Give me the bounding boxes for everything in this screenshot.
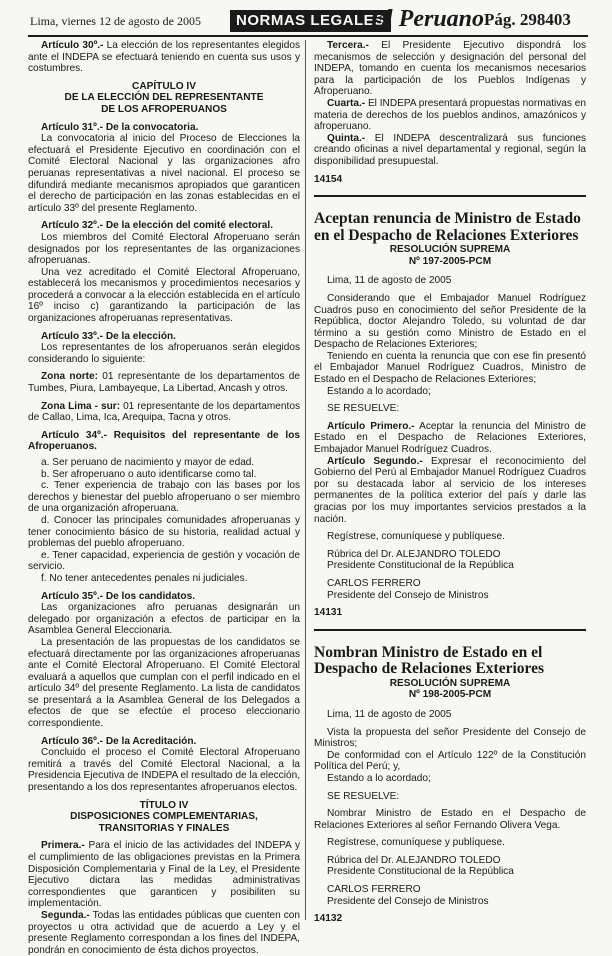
tercera-text: El Presidente Ejecutivo dispondrá los mecanismos de selección y designación del personal del INDEPA, tomando en cuenta los mecanismos necesarios para la participación de los Pueblos Indígenas y Afroperuano. <box>314 40 586 98</box>
titulo-line-2: TRANSITORIAS Y FINALES <box>98 822 230 834</box>
zona-lima-label: Zona Lima - sur: <box>41 400 121 412</box>
article-primero-text: Aceptar la renuncia del Ministro de Estado en el Despacho de Relaciones Exteriores, Embajador Manuel Rodríguez Cuadros. <box>314 420 586 456</box>
disposicion-primera <box>28 840 300 910</box>
section-separator-2 <box>314 629 586 631</box>
article-30-text: La elección de los representantes elegidos ante el INDEPA se efectuará teniendo en cuenta sus usos y costumbres. <box>28 40 300 75</box>
segunda-label: Segunda.- <box>41 909 90 921</box>
resolution-197-considerando: Considerando que el Embajador Manuel Rodríguez Cuadros puso en conocimiento del señor Presidente de la República, doctor Alejandro Toledo, su voluntad de dar término a su gestión como Ministro de Estado en el Despacho de Relaciones Exteriores; <box>314 292 586 351</box>
resolution-title-198: RESOLUCIÓN SUPREMA <box>389 677 511 689</box>
requirement-a: a. Ser peruano de nacimiento y mayor de edad. <box>41 457 255 468</box>
document-code-2: 14131 <box>314 607 343 619</box>
cuarta-text: El INDEPA presentará propuestas normativas en materia de derechos de los pueblos andinos, amazónicos y afroperuano. <box>314 97 587 133</box>
article-33-text: Los representantes de los afroperuanos serán elegidos considerando lo siguiente: <box>28 342 300 365</box>
article-35-text-2: La presentación de las propuestas de los candidatos se efectuará directamente por las organizaciones afroperuanas ante el Comité Electoral Afroperuano. El Comité Electoral evaluará a aquellos que cumplan con el perfil indicado en el artículo 34º del presente Reglamento. La lista de candidatos se presentará a la Asamblea General de los Delegados a efectos de que se efectúe el proceso eleccionario correspondiente. <box>28 636 300 730</box>
page-header <box>0 0 612 36</box>
signature-ferrero-title: Presidente del Consejo de Ministros <box>327 589 489 601</box>
article-31-title: Artículo 31º.- De la convocatoria. <box>41 121 199 133</box>
resolution-198-date: Lima, 11 de agosto de 2005 <box>327 708 452 720</box>
article-36-text: Concluido el proceso el Comité Electoral Afroperuano remitirá a través del Comité Electoral Nacional, a la Presidencia Ejecutiva de INDEPA el resultado de la elección, presentando a los dos representantes afroperuanos electos. <box>28 747 300 794</box>
article-35-text-1: Las organizaciones afro peruanas designarán un delegado por organización a efectos de participar en la Asamblea General Eleccionaria. <box>28 602 300 637</box>
resolution-197-date: Lima, 11 de agosto de 2005 <box>327 275 452 287</box>
section-badge: NORMAS LEGALES <box>230 10 391 32</box>
header-date: Lima, viernes 12 de agosto de 2005 <box>30 14 201 28</box>
signature-president-name: Rúbrica del Dr. ALEJANDRO TOLEDO <box>327 548 501 560</box>
section-separator-1 <box>314 195 586 197</box>
chapter-title-line-1: DE LA ELECCIÓN DEL REPRESENTANTE <box>64 92 264 104</box>
quinta-text: El INDEPA descentralizará sus funciones creando oficinas a nivel departamental y regional, según la disponibilidad presupuestal. <box>314 132 586 167</box>
chapter-title-line-2: DE LOS AFROPERUANOS <box>101 103 227 115</box>
right-column <box>314 40 586 925</box>
resolution-197-resuelve: SE RESUELVE: <box>327 403 400 415</box>
article-35-title: Artículo 35º.- De los candidatos. <box>41 590 196 602</box>
resolution-number-198: Nº 198-2005-PCM <box>408 689 492 701</box>
article-30-title: Artículo 30º.- <box>41 40 104 51</box>
requirement-d: d. Conocer las principales comunidades afroperuanas y tener conocimiento básico de su historia, realidad actual y problemas del pueblo afroperuano. <box>28 514 300 550</box>
cuarta-label: Cuarta.- <box>327 97 366 109</box>
resolution-title-197: RESOLUCIÓN SUPREMA <box>389 244 511 256</box>
chapter-number: CAPÍTULO IV <box>132 80 196 92</box>
signature-ferrero-name-2: CARLOS FERRERO <box>327 884 421 896</box>
tercera-label: Tercera.- <box>327 40 369 51</box>
article-33-title: Artículo 33º.- De la elección. <box>41 330 176 342</box>
requirement-f: f. No tener antecedentes penales ni judiciales. <box>41 572 248 584</box>
signature-president-title-2: Presidente Constitucional de la República <box>327 866 514 878</box>
article-30 <box>28 40 300 75</box>
resolution-198-registrese: Regístrese, comuníquese y publíquese. <box>327 837 505 849</box>
resolution-number-197: Nº 197-2005-PCM <box>408 255 492 267</box>
article-primero-label: Artículo Primero.- <box>327 420 415 432</box>
document-code-3: 14132 <box>314 913 343 925</box>
titulo-number: TÍTULO IV <box>139 799 189 811</box>
resolution-197-teniendo: Teniendo en cuenta la renuncia que con ese fin presentó el Embajador Manuel Rodríguez Cuadros, Ministro de Estado en el Despacho de Relaciones Exteriores; <box>314 350 586 386</box>
primera-label: Primera.- <box>41 840 85 852</box>
resolution-198-vista: Vista la propuesta del señor Presidente del Consejo de Ministros; <box>314 726 586 750</box>
article-36-title: Artículo 36º.- De la Acreditación. <box>41 735 197 747</box>
section-title-nombran: Nombran Ministro de Estado en el Despacho de Relaciones Exteriores <box>314 643 545 678</box>
primera-text: Para el inicio de las actividades del INDEPA y el cumplimiento de las obligaciones previstas en la Primera Disposición Complementaria y Final de la Ley, el Presidente Ejecutivo dictara las medidas administrativas correspondientes que garanticen y posibiliten su implementación. <box>28 840 300 910</box>
resolution-197-article-2 <box>314 456 586 526</box>
disposicion-tercera <box>314 40 586 98</box>
article-34-title: Artículo 34º.- Requisitos del representante de los Afroperuanos. <box>28 429 300 453</box>
quinta-label: Quinta.- <box>327 132 366 144</box>
disposicion-cuarta <box>314 98 586 133</box>
zona-lima-text: 01 representante de los departamentos de Callao, Lima, Ica, Arequipa, Tacna y otros. <box>28 400 300 424</box>
page-number: Pág. 298403 <box>484 10 571 29</box>
titulo-line-1: DISPOSICIONES COMPLEMENTARIAS, <box>70 811 258 823</box>
article-32-title: Artículo 32º.- De la elección del comité electoral. <box>41 220 273 232</box>
segunda-text: Todas las entidades públicas que cuenten con proyectos u otra actividad que de acuerdo a Ley y el presente Reglamento correspondan a los fines del INDEPA, pondrán en conocimiento de ésta dichos proyectos. <box>28 909 300 956</box>
left-column <box>28 40 300 956</box>
resolution-198-estando: Estando a lo acordado; <box>327 772 431 784</box>
publication-title: El Peruano <box>370 6 485 32</box>
article-segundo-label: Artículo Segundo.- <box>327 455 423 467</box>
requirement-c: c. Tener experiencia de trabajo con las bases por los derechos y bienestar del pueblo afroperuano o ser miembro de una organización afroperuana. <box>28 480 300 515</box>
signature-ferrero-name: CARLOS FERRERO <box>327 577 421 589</box>
requirement-e: e. Tener capacidad, experiencia de gestión y vocación de servicio. <box>28 549 300 573</box>
header-rule <box>28 35 588 37</box>
section-title-renuncia: Aceptan renuncia de Ministro de Estado en el Despacho de Relaciones Exteriores <box>314 210 581 244</box>
resolution-198-conformidad: De conformidad con el Artículo 122º de la Constitución Política del Perú; y, <box>314 749 586 773</box>
resolution-197-estando: Estando a lo acordado; <box>327 385 431 397</box>
resolution-198-text: Nombrar Ministro de Estado en el Despacho de Relaciones Exteriores al señor Fernando Olivera Vega. <box>314 808 586 831</box>
resolution-198-resuelve: SE RESUELVE: <box>327 790 400 802</box>
article-31-text: La convocatoria al inicio del Proceso de Elecciones la efectuará el Presidente Ejecutivo en coordinación con el Comité Electoral Nacional y las organizaciones afro peruanas representativas a nivel nacional. El proceso se difundirá mediante mecanismos apropiados que garanticen el derecho de participación en las zonas establecidas en el artículo 33º del presente Reglamento. <box>28 133 300 214</box>
column-divider <box>305 40 306 920</box>
article-32-text-2: Una vez acreditado el Comité Electoral Afroperuano, establecerá los mecanismos y procedimientos necesarios y procederá a convocar a la elección establecida en el artículo 16º inciso c) garantizando la participación de las organizaciones afroperuanas representativas. <box>28 266 300 325</box>
resolution-197-registrese: Regístrese, comuníquese y publíquese. <box>327 531 505 543</box>
article-segundo-text: Expresar el reconocimiento del Gobierno del Perú al Embajador Manuel Rodríguez Cuadros por su destacada labor al servicio de los intereses permanentes de la política exterior del país y darle las gracias por los muy importantes servicios prestados a la nación. <box>314 455 586 525</box>
zona-norte-label: Zona norte: <box>41 371 99 383</box>
document-code-1: 14154 <box>314 173 343 185</box>
zona-norte <box>28 371 300 394</box>
resolution-197-article-1 <box>314 421 586 456</box>
disposicion-segunda <box>28 910 300 956</box>
requirement-b: b. Ser afroperuano o auto identificarse como tal. <box>41 468 257 480</box>
disposicion-quinta <box>314 133 586 168</box>
zona-norte-text: 01 representante de los departamentos de Tumbes, Piura, Lambayeque, La Libertad, Ancash y otros. <box>28 371 300 395</box>
zona-lima-sur <box>28 401 300 424</box>
signature-president-title: Presidente Constitucional de la República <box>327 560 514 572</box>
article-32-text-1: Los miembros del Comité Electoral Afroperuano serán designados por los representantes de las organizaciones afroperuanas. <box>28 231 300 267</box>
signature-ferrero-title-2: Presidente del Consejo de Ministros <box>327 895 489 907</box>
signature-president-name-2: Rúbrica del Dr. ALEJANDRO TOLEDO <box>327 854 501 866</box>
